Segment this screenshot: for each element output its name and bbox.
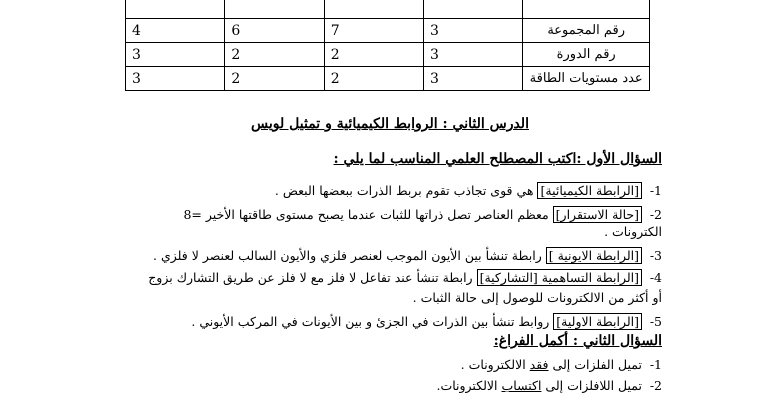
table-cell: 6	[225, 19, 324, 43]
term-box: [الرابطة التساهمية [التشاركية]	[477, 269, 642, 286]
table-row	[126, 19, 650, 43]
row-label: رقم الدورة	[523, 43, 650, 67]
term-box: [الرابطة الايونية ]	[546, 247, 642, 264]
table-row	[126, 0, 650, 19]
lesson-title: الدرس الثاني : الروابط الكيميائية و تمثيل لويس	[251, 116, 529, 132]
table-cell: 3	[126, 67, 225, 91]
list-item: 5- [الرابطة الاولية] روابط تنشأ بين الذرات في الجزئ و بين الأيونات في المركب الأيوني .	[191, 314, 662, 329]
list-item-continuation: أو أكثر من الالكترونات للوصول إلى حالة الثبات .	[412, 290, 662, 305]
term-box: [الرابطة الكيميائية]	[537, 182, 642, 199]
list-item: 3- [الرابطة الايونية ] رابطة تنشأ بين الأيون الموجب لعنصر فلزي والأيون السالب لعنصر لا فلزي .	[153, 248, 662, 263]
table-cell: 4	[126, 19, 225, 43]
table-cell: 3	[126, 43, 225, 67]
question-1-title: السؤال الأول :اكتب المصطلح العلمي المناسب لما يلي :	[333, 151, 662, 167]
term-box: [حالة الاستقرار]	[553, 206, 642, 223]
table-cell: 2	[225, 67, 324, 91]
list-item: 2- [حالة الاستقرار] معظم العناصر تصل ذراتها للثبات عندما يصبح مستوى طاقتها الأخير =8	[183, 207, 662, 222]
row-label: عدد مستويات الطاقة	[523, 67, 650, 91]
question-2-title: السؤال الثاني : أكمل الفراغ:	[493, 333, 662, 349]
table-cell: 3	[424, 19, 523, 43]
table-row	[126, 43, 650, 67]
table-cell: 7	[324, 19, 423, 43]
table-cell: 3	[424, 67, 523, 91]
list-item: 4- [الرابطة التساهمية [التشاركية] رابطة تنشأ عند تفاعل لا فلز مع لا فلز عن طريق التشارك بزوج	[148, 270, 662, 285]
table-cell: 2	[324, 67, 423, 91]
table-cell: 2	[324, 43, 423, 67]
list-item-continuation: الكترونات .	[604, 224, 662, 239]
list-item: 1- [الرابطة الكيميائية] هي قوى تجاذب تقوم بربط الذرات ببعضها البعض .	[274, 183, 662, 198]
data-table	[125, 0, 650, 91]
answer-word: اكتساب	[501, 378, 542, 393]
row-label	[523, 0, 650, 19]
table-row	[126, 67, 650, 91]
list-item: 1- تميل الفلزات إلى فقد الالكترونات .	[460, 357, 662, 372]
row-label: رقم المجموعة	[523, 19, 650, 43]
answer-word: فقد	[529, 357, 549, 372]
term-box: [الرابطة الاولية]	[553, 313, 642, 330]
list-item: 2- تميل اللافلزات إلى اكتساب الالكترونات.	[436, 378, 662, 393]
table-cell: 2	[225, 43, 324, 67]
table-cell: 3	[424, 43, 523, 67]
